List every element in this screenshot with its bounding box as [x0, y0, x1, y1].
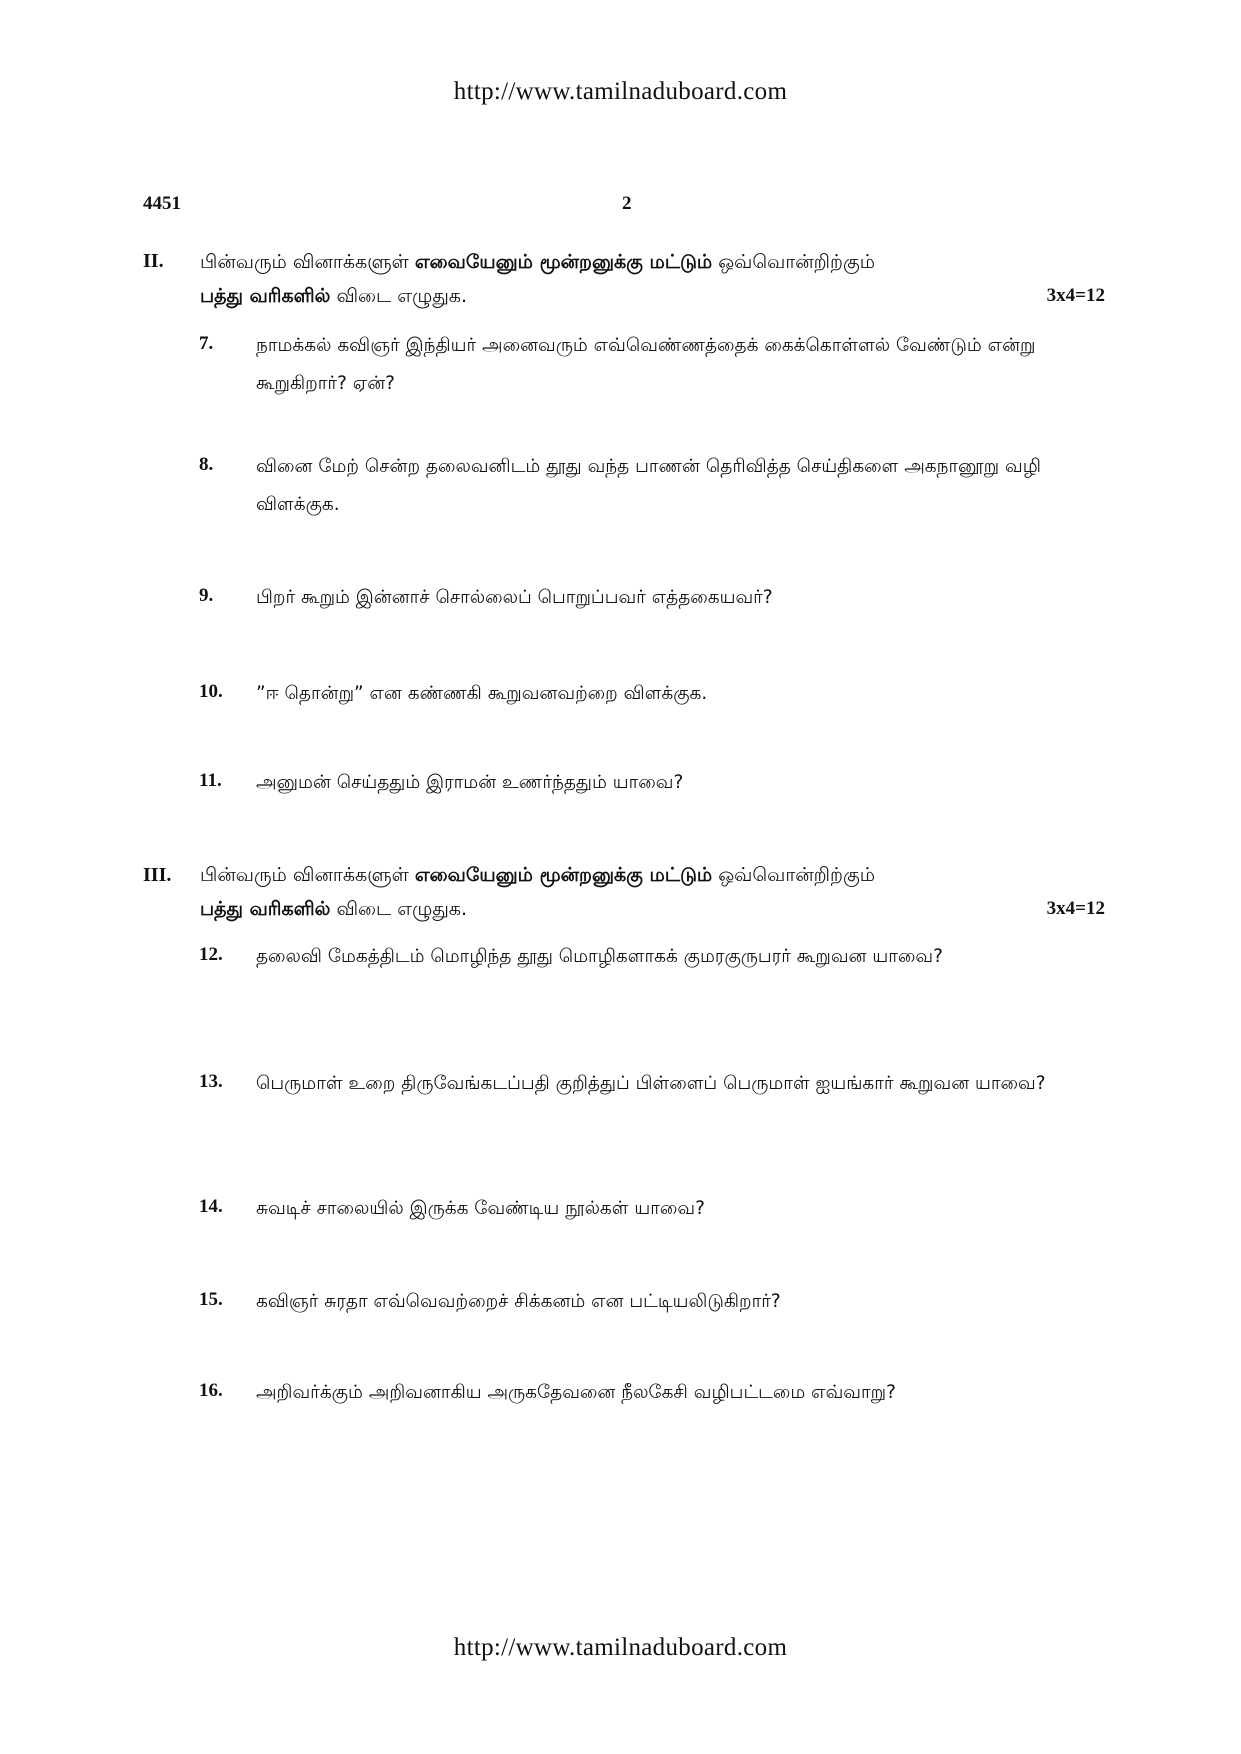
question-number: 10.: [199, 681, 223, 702]
instruction-text: ஒவ்வொன்றிற்கும்: [712, 864, 876, 886]
footer-url: http://www.tamilnaduboard.com: [453, 1634, 788, 1661]
section-marks: 3x4=12: [1046, 898, 1105, 919]
instruction-text: ஒவ்வொன்றிற்கும்: [712, 251, 876, 273]
question-text: வினை மேற் சென்ற தலைவனிடம் தூது வந்த பாணன் தெரிவித்த செய்திகளை அகநானூறு வழி விளக்குக.: [256, 456, 1041, 515]
question-number: 13.: [199, 1071, 223, 1092]
question-text: அறிவர்க்கும் அறிவனாகிய அருகதேவனை நீலகேசி வழிபட்டமை எவ்வாறு?: [256, 1382, 896, 1403]
question-number: 15.: [199, 1289, 223, 1310]
section-number: III.: [143, 864, 172, 886]
question-text: கவிஞர் சுரதா எவ்வெவற்றைச் சிக்கனம் என பட்டியலிடுகிறார்?: [256, 1291, 781, 1312]
instruction-text: விடை எழுதுக.: [330, 898, 467, 920]
instruction-text: பின்வரும் வினாக்களுள்: [200, 251, 415, 273]
question-text: அனுமன் செய்ததும் இராமன் உணர்ந்ததும் யாவை?: [256, 772, 684, 793]
instruction-emphasis: பத்து வரிகளில்: [200, 898, 331, 920]
instruction-text: விடை எழுதுக.: [330, 285, 467, 307]
page-number: 2: [622, 193, 632, 214]
header-url: http://www.tamilnaduboard.com: [453, 78, 788, 105]
question-number: 11.: [199, 770, 222, 791]
question-text: பிறர் கூறும் இன்னாச் சொல்லைப் பொறுப்பவர் எத்தகையவர்?: [256, 587, 773, 608]
section-number: II.: [143, 250, 164, 272]
question-text: பெருமாள் உறை திருவேங்கடப்பதி குறித்துப் பிள்ளைப் பெருமாள் ஐயங்கார் கூறுவன யாவை?: [256, 1073, 1046, 1094]
instruction-emphasis: எவையேனும் மூன்றனுக்கு மட்டும்: [414, 251, 713, 273]
question-number: 12.: [199, 944, 223, 965]
question-text: ”ஈ தொன்று” என கண்ணகி கூறுவனவற்றை விளக்குக.: [256, 683, 708, 704]
question-number: 14.: [199, 1196, 223, 1217]
instruction-emphasis: பத்து வரிகளில்: [200, 285, 331, 307]
section-instruction: [200, 858, 1105, 926]
question-text: சுவடிச் சாலையில் இருக்க வேண்டிய நூல்கள் யாவை?: [256, 1198, 705, 1219]
section-marks: 3x4=12: [1046, 285, 1105, 306]
question-number: 8.: [199, 454, 214, 475]
instruction-emphasis: எவையேனும் மூன்றனுக்கு மட்டும்: [414, 864, 713, 886]
section-instruction: [200, 245, 1105, 313]
question-number: 7.: [199, 333, 214, 354]
question-text: தலைவி மேகத்திடம் மொழிந்த தூது மொழிகளாகக் குமரகுருபரர் கூறுவன யாவை?: [256, 946, 943, 967]
question-text: நாமக்கல் கவிஞர் இந்தியர் அனைவரும் எவ்வெண்ணத்தைக் கைக்கொள்ளல் வேண்டும் என்று கூறுகிறார்? ஏன்?: [256, 335, 1036, 394]
instruction-text: பின்வரும் வினாக்களுள்: [200, 864, 415, 886]
question-number: 9.: [199, 585, 214, 606]
question-paper-code: 4451: [143, 193, 181, 214]
question-number: 16.: [199, 1380, 223, 1401]
